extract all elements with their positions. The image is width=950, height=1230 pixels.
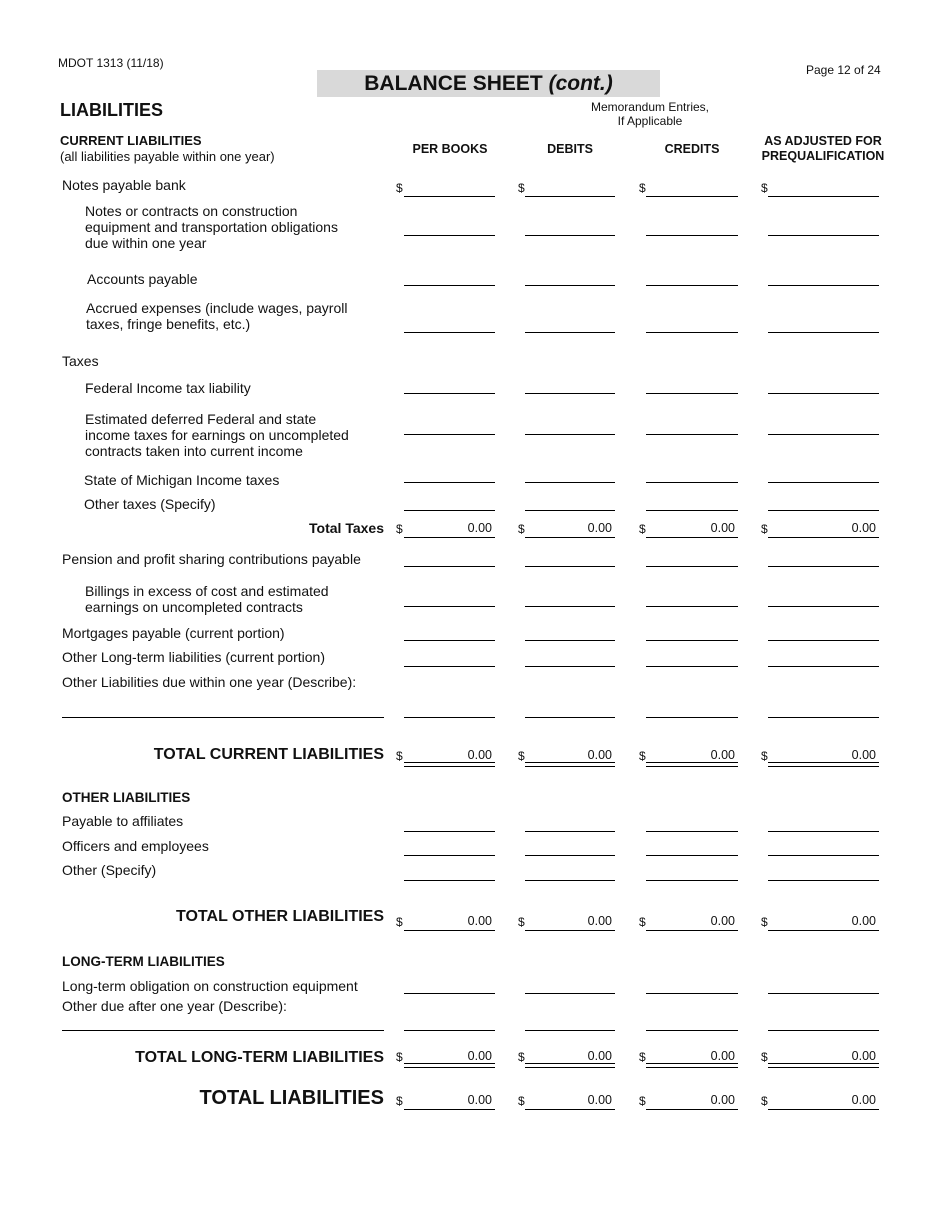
total-current-per-books-field[interactable]	[404, 762, 495, 767]
accounts-payable-debits-field[interactable]	[525, 285, 615, 286]
currency-symbol: $	[639, 181, 646, 195]
affiliates-adjusted-field[interactable]	[768, 831, 879, 832]
currency-symbol: $	[396, 1050, 403, 1064]
currency-symbol: $	[639, 1094, 646, 1108]
currency-symbol: $	[518, 1050, 525, 1064]
label-pension: Pension and profit sharing contributions payable	[62, 551, 361, 567]
total-other-per-books-field[interactable]	[404, 930, 495, 931]
accounts-payable-adjusted-field[interactable]	[768, 285, 879, 286]
total-other-credits-field[interactable]	[646, 930, 738, 931]
total-liabilities-per-books-value: 0.00	[467, 1093, 492, 1107]
total-liabilities-adjusted-field[interactable]	[768, 1109, 879, 1110]
total-taxes-per-books-value: 0.00	[467, 521, 492, 535]
label-other-specify: Other (Specify)	[62, 862, 157, 878]
total-taxes-debits-field[interactable]	[525, 537, 615, 538]
currency-symbol: $	[518, 522, 525, 536]
label-total-other: TOTAL OTHER LIABILITIES	[176, 908, 384, 925]
section-title: LIABILITIES	[60, 100, 163, 120]
form-id: MDOT 1313 (11/18)	[58, 56, 164, 70]
michigan-per-books-field[interactable]	[404, 482, 495, 483]
other-lt-current-per-books-field[interactable]	[404, 666, 495, 667]
title-italic: (cont.)	[548, 72, 613, 95]
current-heading: CURRENT LIABILITIES	[60, 133, 202, 148]
currency-symbol: $	[761, 749, 768, 763]
total-current-adjusted-field[interactable]	[768, 762, 879, 767]
lt-obligation-adjusted-field[interactable]	[768, 993, 879, 994]
currency-symbol: $	[518, 749, 525, 763]
currency-symbol: $	[396, 915, 403, 929]
billings-debits-field[interactable]	[525, 606, 615, 607]
lt-other-due-credits-field[interactable]	[646, 1030, 738, 1031]
total-current-credits-value: 0.00	[710, 748, 735, 762]
col-adjusted	[752, 134, 894, 164]
mortgages-debits-field[interactable]	[525, 640, 615, 641]
federal-income-adjusted-field[interactable]	[768, 393, 879, 394]
label-deferred-1: Estimated deferred Federal and state	[85, 411, 317, 427]
col-adjusted-line-2: PREQUALIFICATION	[761, 149, 885, 163]
label-total-taxes: Total Taxes	[309, 520, 384, 536]
notes-contracts-per-books-field[interactable]	[404, 235, 495, 236]
total-other-adjusted-value: 0.00	[851, 914, 876, 928]
federal-income-credits-field[interactable]	[646, 393, 738, 394]
currency-symbol: $	[518, 1094, 525, 1108]
label-notes-contracts-3: due within one year	[85, 235, 207, 251]
michigan-adjusted-field[interactable]	[768, 482, 879, 483]
describe-longterm-line[interactable]	[62, 1030, 384, 1031]
affiliates-per-books-field[interactable]	[404, 831, 495, 832]
deferred-debits-field[interactable]	[525, 434, 615, 435]
other-specify-adjusted-field[interactable]	[768, 880, 879, 881]
label-affiliates: Payable to affiliates	[62, 813, 184, 829]
label-accrued-1: Accrued expenses (include wages, payroll	[86, 300, 348, 316]
describe-current-line[interactable]	[62, 717, 384, 718]
memo-line-1: Memorandum Entries,	[590, 100, 710, 114]
officers-debits-field[interactable]	[525, 855, 615, 856]
col-adjusted-line-1: AS ADJUSTED FOR	[764, 134, 882, 148]
label-taxes: Taxes	[62, 353, 99, 369]
total-liabilities-debits-value: 0.00	[587, 1093, 612, 1107]
other-taxes-debits-field[interactable]	[525, 510, 615, 511]
col-debits: DEBITS	[547, 142, 593, 156]
total-other-credits-value: 0.00	[710, 914, 735, 928]
total-longterm-debits-value: 0.00	[587, 1049, 612, 1063]
total-taxes-adjusted-field[interactable]	[768, 537, 879, 538]
officers-credits-field[interactable]	[646, 855, 738, 856]
other-taxes-credits-field[interactable]	[646, 510, 738, 511]
pension-per-books-field[interactable]	[404, 566, 495, 567]
currency-symbol: $	[761, 1050, 768, 1064]
other-specify-debits-field[interactable]	[525, 880, 615, 881]
lt-other-due-per-books-field[interactable]	[404, 1030, 495, 1031]
memo-note	[560, 100, 740, 128]
label-billings-2: earnings on uncompleted contracts	[85, 599, 303, 615]
other-due-credits-field[interactable]	[646, 717, 738, 718]
other-specify-credits-field[interactable]	[646, 880, 738, 881]
label-notes-contracts-2: equipment and transportation obligations	[85, 219, 338, 235]
currency-symbol: $	[396, 1094, 403, 1108]
label-total-current: TOTAL CURRENT LIABILITIES	[153, 746, 384, 763]
pension-credits-field[interactable]	[646, 566, 738, 567]
current-subheading: (all liabilities payable within one year)	[60, 149, 275, 164]
label-notes-bank: Notes payable bank	[62, 177, 186, 193]
label-accrued-2: taxes, fringe benefits, etc.)	[86, 316, 251, 332]
currency-symbol: $	[639, 1050, 646, 1064]
currency-symbol: $	[639, 749, 646, 763]
lt-obligation-per-books-field[interactable]	[404, 993, 495, 994]
title-main: BALANCE SHEET	[364, 72, 543, 95]
accrued-per-books-field[interactable]	[404, 332, 495, 333]
federal-income-debits-field[interactable]	[525, 393, 615, 394]
currency-symbol: $	[761, 1094, 768, 1108]
accrued-debits-field[interactable]	[525, 332, 615, 333]
federal-income-per-books-field[interactable]	[404, 393, 495, 394]
label-federal-income: Federal Income tax liability	[85, 380, 251, 396]
currency-symbol: $	[761, 915, 768, 929]
label-lt-other-due: Other due after one year (Describe):	[62, 998, 287, 1014]
notes-bank-debits-field[interactable]	[525, 196, 615, 197]
total-longterm-credits-field[interactable]	[646, 1063, 738, 1068]
other-taxes-adjusted-field[interactable]	[768, 510, 879, 511]
page-title	[317, 70, 660, 97]
currency-symbol: $	[761, 181, 768, 195]
total-other-debits-field[interactable]	[525, 930, 615, 931]
affiliates-debits-field[interactable]	[525, 831, 615, 832]
pension-debits-field[interactable]	[525, 566, 615, 567]
officers-per-books-field[interactable]	[404, 855, 495, 856]
currency-symbol: $	[518, 915, 525, 929]
col-credits: CREDITS	[664, 142, 720, 156]
currency-symbol: $	[396, 181, 403, 195]
accrued-adjusted-field[interactable]	[768, 332, 879, 333]
total-other-adjusted-field[interactable]	[768, 930, 879, 931]
notes-contracts-adjusted-field[interactable]	[768, 235, 879, 236]
mortgages-per-books-field[interactable]	[404, 640, 495, 641]
michigan-debits-field[interactable]	[525, 482, 615, 483]
total-longterm-per-books-value: 0.00	[467, 1049, 492, 1063]
currency-symbol: $	[396, 749, 403, 763]
other-lt-current-debits-field[interactable]	[525, 666, 615, 667]
total-taxes-credits-field[interactable]	[646, 537, 738, 538]
billings-credits-field[interactable]	[646, 606, 738, 607]
deferred-credits-field[interactable]	[646, 434, 738, 435]
other-heading: OTHER LIABILITIES	[62, 790, 191, 805]
label-total-liabilities: TOTAL LIABILITIES	[199, 1087, 384, 1109]
officers-adjusted-field[interactable]	[768, 855, 879, 856]
billings-adjusted-field[interactable]	[768, 606, 879, 607]
notes-contracts-credits-field[interactable]	[646, 235, 738, 236]
total-liabilities-credits-value: 0.00	[710, 1093, 735, 1107]
currency-symbol: $	[639, 522, 646, 536]
total-current-credits-field[interactable]	[646, 762, 738, 767]
total-current-debits-value: 0.00	[587, 748, 612, 762]
pension-adjusted-field[interactable]	[768, 566, 879, 567]
total-longterm-per-books-field[interactable]	[404, 1063, 495, 1068]
page-number: Page 12 of 24	[806, 63, 881, 77]
total-taxes-per-books-field[interactable]	[404, 537, 495, 538]
label-lt-obligation: Long-term obligation on construction equipment	[62, 978, 358, 994]
currency-symbol: $	[396, 522, 403, 536]
other-due-adjusted-field[interactable]	[768, 717, 879, 718]
mortgages-adjusted-field[interactable]	[768, 640, 879, 641]
accounts-payable-credits-field[interactable]	[646, 285, 738, 286]
total-longterm-debits-field[interactable]	[525, 1063, 615, 1068]
total-liabilities-adjusted-value: 0.00	[851, 1093, 876, 1107]
label-michigan: State of Michigan Income taxes	[84, 472, 280, 488]
affiliates-credits-field[interactable]	[646, 831, 738, 832]
label-deferred-3: contracts taken into current income	[85, 443, 303, 459]
label-mortgages: Mortgages payable (current portion)	[62, 625, 285, 641]
other-specify-per-books-field[interactable]	[404, 880, 495, 881]
total-current-debits-field[interactable]	[525, 762, 615, 767]
other-taxes-per-books-field[interactable]	[404, 510, 495, 511]
total-taxes-adjusted-value: 0.00	[851, 521, 876, 535]
deferred-per-books-field[interactable]	[404, 434, 495, 435]
lt-obligation-credits-field[interactable]	[646, 993, 738, 994]
total-current-adjusted-value: 0.00	[851, 748, 876, 762]
label-accounts-payable: Accounts payable	[87, 271, 198, 287]
lt-obligation-debits-field[interactable]	[525, 993, 615, 994]
label-other-due: Other Liabilities due within one year (Describe):	[62, 674, 357, 690]
total-liabilities-per-books-field[interactable]	[404, 1109, 495, 1110]
other-due-debits-field[interactable]	[525, 717, 615, 718]
col-per-books: PER BOOKS	[412, 142, 488, 156]
total-longterm-adjusted-value: 0.00	[851, 1049, 876, 1063]
total-other-debits-value: 0.00	[587, 914, 612, 928]
accounts-payable-per-books-field[interactable]	[404, 285, 495, 286]
total-longterm-adjusted-field[interactable]	[768, 1063, 879, 1068]
notes-bank-credits-field[interactable]	[646, 196, 738, 197]
other-due-per-books-field[interactable]	[404, 717, 495, 718]
label-officers: Officers and employees	[62, 838, 209, 854]
label-deferred-2: income taxes for earnings on uncompleted	[85, 427, 349, 443]
mortgages-credits-field[interactable]	[646, 640, 738, 641]
lt-other-due-debits-field[interactable]	[525, 1030, 615, 1031]
total-other-per-books-value: 0.00	[467, 914, 492, 928]
currency-symbol: $	[639, 915, 646, 929]
total-current-per-books-value: 0.00	[467, 748, 492, 762]
billings-per-books-field[interactable]	[404, 606, 495, 607]
label-total-longterm: TOTAL LONG-TERM LIABILITIES	[135, 1049, 384, 1066]
notes-bank-per-books-field[interactable]	[404, 196, 495, 197]
other-lt-current-adjusted-field[interactable]	[768, 666, 879, 667]
total-taxes-credits-value: 0.00	[710, 521, 735, 535]
label-notes-contracts-1: Notes or contracts on construction	[85, 203, 298, 219]
total-taxes-debits-value: 0.00	[587, 521, 612, 535]
memo-line-2: If Applicable	[617, 114, 683, 128]
lt-other-due-adjusted-field[interactable]	[768, 1030, 879, 1031]
currency-symbol: $	[761, 522, 768, 536]
other-lt-current-credits-field[interactable]	[646, 666, 738, 667]
accrued-credits-field[interactable]	[646, 332, 738, 333]
total-liabilities-credits-field[interactable]	[646, 1109, 738, 1110]
label-billings-1: Billings in excess of cost and estimated	[85, 583, 329, 599]
longterm-heading: LONG-TERM LIABILITIES	[62, 954, 225, 969]
michigan-credits-field[interactable]	[646, 482, 738, 483]
notes-bank-adjusted-field[interactable]	[768, 196, 879, 197]
total-longterm-credits-value: 0.00	[710, 1049, 735, 1063]
total-liabilities-debits-field[interactable]	[525, 1109, 615, 1110]
notes-contracts-debits-field[interactable]	[525, 235, 615, 236]
label-other-taxes: Other taxes (Specify)	[84, 496, 216, 512]
currency-symbol: $	[518, 181, 525, 195]
deferred-adjusted-field[interactable]	[768, 434, 879, 435]
label-other-lt-current: Other Long-term liabilities (current portion)	[62, 649, 325, 665]
